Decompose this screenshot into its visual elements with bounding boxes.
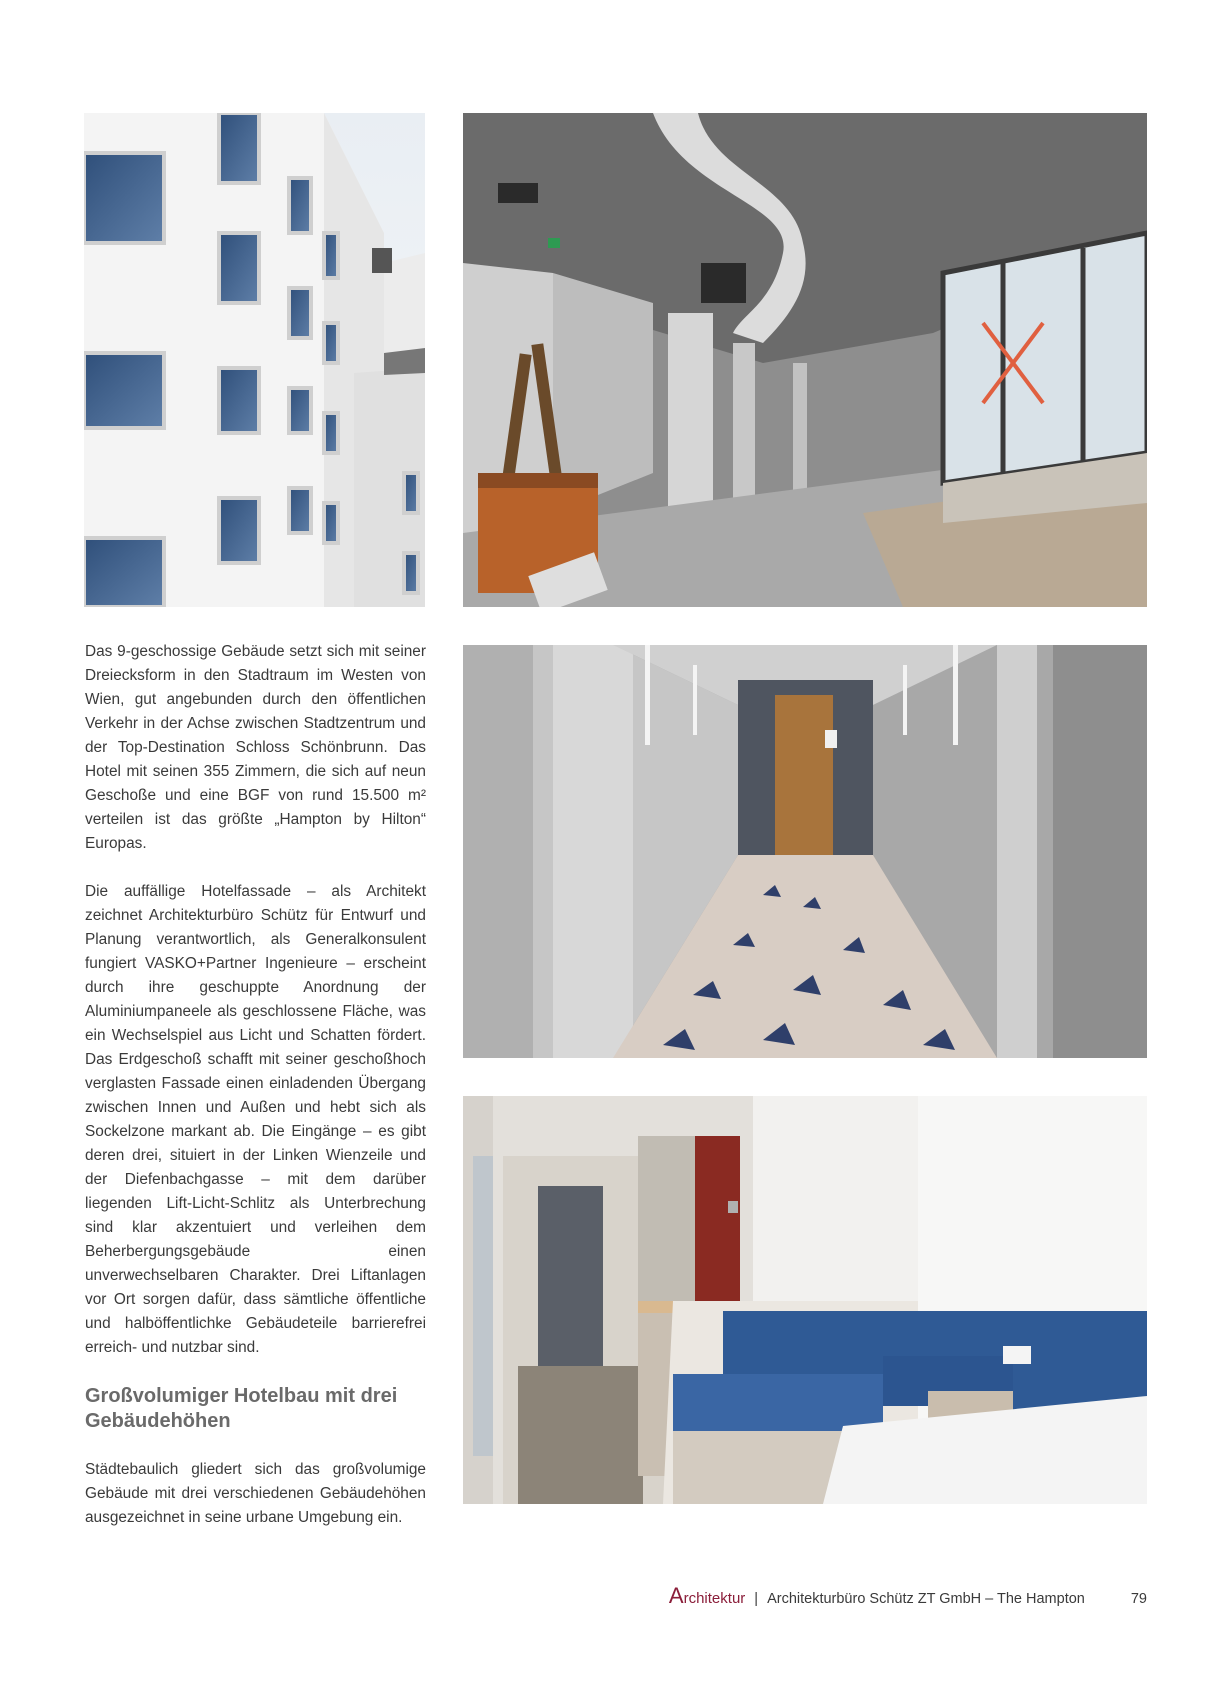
- footer-separator: |: [754, 1591, 759, 1607]
- section-heading: Großvolumiger Hotelbau mit drei Gebäudehöhen: [85, 1385, 398, 1432]
- body-paragraph: Das 9-geschossige Gebäude setzt sich mit seiner Dreiecksform in den Stadtraum im Westen von Wien, gut angebunden durch den öffentlichen Verkehr in der Achse zwischen Stadtzentrum und der Top-Destination Schloss Schönbrunn. Das Hotel mit seinen 355 Zimmern, die sich auf neun Geschoße und eine BGF von rund 15.500 m² verteilen ist das größte „Hampton by Hilton“ Europas.: [85, 643, 426, 852]
- page-footer: [600, 1583, 1147, 1609]
- section-label-rest: rchitektur: [683, 1590, 746, 1607]
- page-number: 79: [1130, 1591, 1147, 1607]
- footer-credit: Architekturbüro Schütz ZT GmbH – The Hampton: [767, 1591, 1085, 1607]
- lobby-construction-photo: [463, 113, 1147, 607]
- section-initial: A: [668, 1583, 684, 1608]
- article-text-column: [85, 640, 426, 1554]
- facade-photo: [84, 113, 425, 607]
- body-paragraph: Städtebaulich gliedert sich das großvolumige Gebäude mit drei verschiedenen Gebäudehöhen ausgezeichnet in seine urbane Umgebung ein.: [85, 1461, 426, 1526]
- corridor-photo: [463, 645, 1147, 1058]
- section-label: [669, 1583, 745, 1609]
- body-paragraph: Die auffällige Hotelfassade – als Architekt zeichnet Architekturbüro Schütz für Entwurf und Planung verantwortlich, als Generalkonsulent fungiert VASKO+Partner Ingenieure – erscheint durch ihre geschuppte Anordnung der Aluminiumpaneele als geschlossene Fläche, was ein Wechselspiel aus Licht und Schatten fördert. Das Erdgeschoß schafft mit seiner geschoßhoch verglasten Fassade einen einladenden Übergang zwischen Innen und Außen und hebt sich als Sockelzone markant ab. Die Eingänge – es gibt deren drei, situiert in der Linken Wienzeile und der Diefenbachgasse – mit dem darüber liegenden Lift-Licht-Schlitz als Unterbrechung sind klar akzentuiert und verleihen dem Beherbergungsgebäude einen unverwechselbaren Charakter. Drei Liftanlagen vor Ort sorgen dafür, dass sämtliche öffentliche und halböffentlichke Gebäudeteile barrierefrei erreich- und nutzbar sind.: [85, 883, 426, 1356]
- hotel-room-photo: [463, 1096, 1147, 1504]
